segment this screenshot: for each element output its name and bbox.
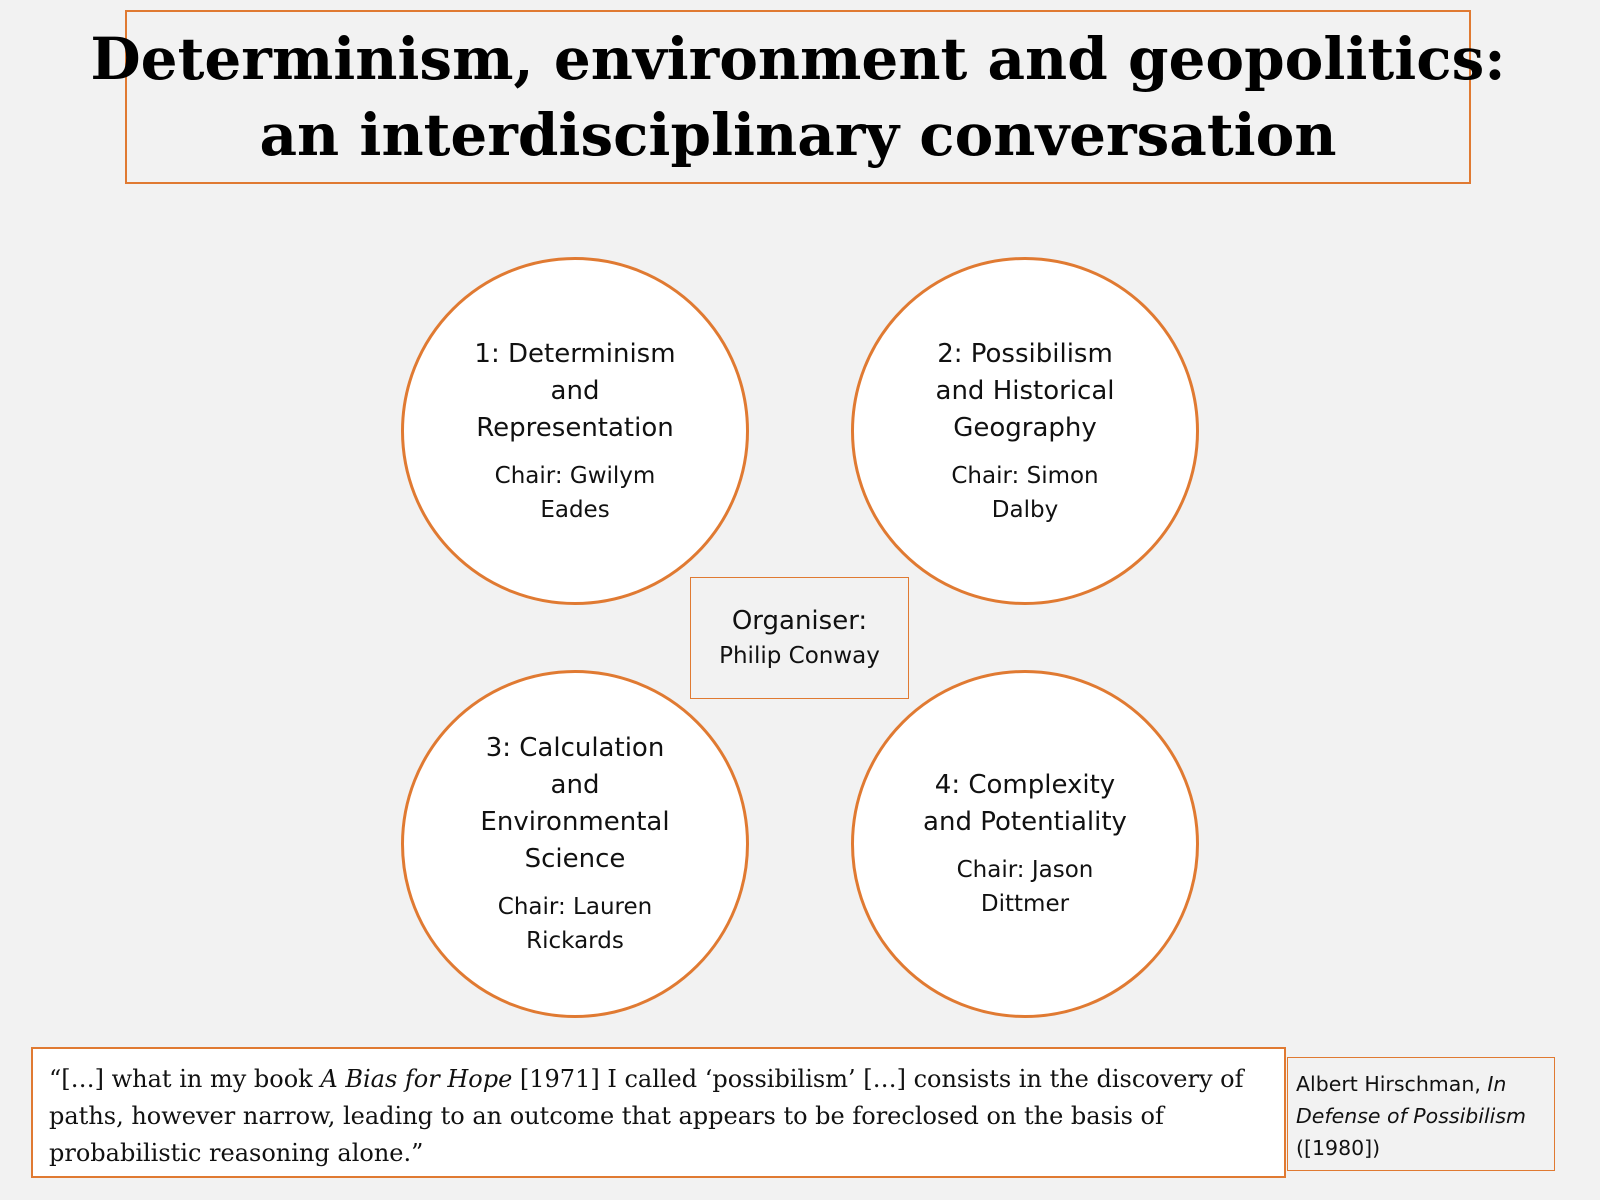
attribution-work: In Defense of Possibilism [1296, 1072, 1527, 1128]
session-chair: Chair: Lauren Rickards [497, 894, 653, 954]
session-circle-4 [851, 670, 1199, 1018]
session-chair: Chair: Jason Dittmer [956, 857, 1094, 917]
attribution-box [1287, 1057, 1555, 1171]
title-line-1: Determinism, environment and geopolitics: [90, 25, 1506, 93]
session-chair: Chair: Gwilym Eades [494, 462, 656, 523]
session-circle-3 [401, 670, 749, 1018]
title-line-2: an interdisciplinary conversation [259, 101, 1337, 169]
session-circle-1 [401, 257, 749, 605]
session-title: 2: Possibilism and Historical Geography [935, 338, 1115, 443]
quote-part-2: [1971] I called ‘possibilism’ […] consists in the discovery of paths, however narrow, leading to an outcome that appears to be foreclosed on the basis of probabilistic reasoning alone.” [49, 1065, 1244, 1167]
organiser-box [690, 577, 909, 699]
session-title: 4: Complexity and Potentiality [923, 770, 1127, 837]
quote-book-title: A Bias for Hope [320, 1065, 513, 1093]
session-circle-2 [851, 257, 1199, 605]
session-title: 3: Calculation and Environmental Science [480, 733, 670, 874]
quote-text [49, 1061, 1268, 1172]
quote-box [31, 1047, 1286, 1178]
attribution-year: ([1980]) [1296, 1136, 1381, 1160]
session-title: 1: Determinism and Representation [474, 338, 676, 443]
session-chair: Chair: Simon Dalby [951, 462, 1099, 523]
attribution-author: Albert Hirschman, [1296, 1072, 1488, 1096]
organiser-label: Organiser: [731, 606, 868, 636]
organiser-name: Philip Conway [719, 643, 880, 669]
title-box [90, 10, 1506, 184]
quote-part-1: “[…] what in my book [49, 1065, 321, 1093]
